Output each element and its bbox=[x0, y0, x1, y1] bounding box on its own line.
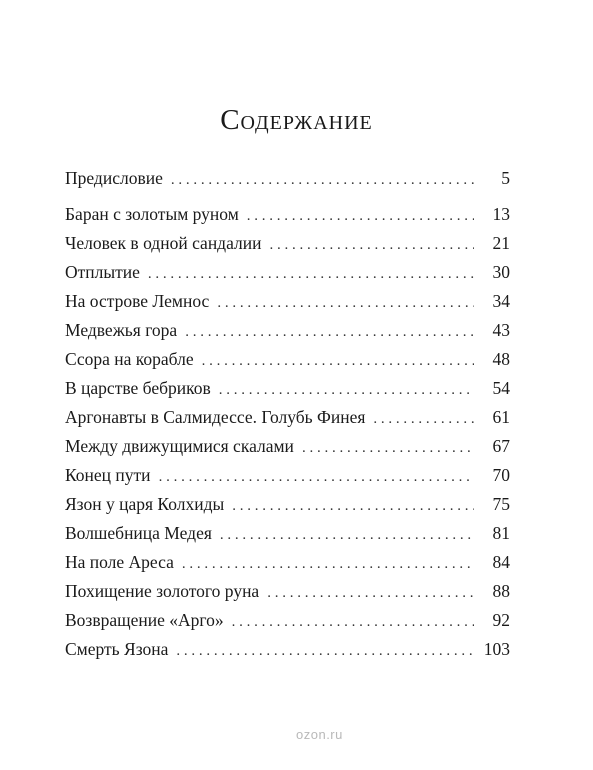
toc-entry-page: 75 bbox=[492, 494, 510, 514]
toc-entry bbox=[65, 288, 510, 314]
toc-entry bbox=[65, 491, 510, 517]
toc-entry-title: Волшебница Медея bbox=[65, 523, 212, 543]
toc-entry-page: 81 bbox=[492, 523, 510, 543]
toc-entry bbox=[65, 404, 510, 430]
toc-entry-page: 43 bbox=[492, 320, 510, 340]
toc-entry bbox=[65, 607, 510, 633]
toc-entry-title: Отплытие bbox=[65, 262, 140, 282]
page-title: Содержание bbox=[220, 104, 373, 136]
toc-entry-title: Смерть Язона bbox=[65, 639, 169, 659]
toc-entry bbox=[65, 346, 510, 372]
dot-leader bbox=[269, 232, 474, 258]
toc-entry-title: Ссора на корабле bbox=[65, 349, 194, 369]
dot-leader bbox=[217, 290, 474, 316]
toc-entry bbox=[65, 165, 510, 191]
toc-entry-page: 30 bbox=[492, 262, 510, 282]
dot-leader bbox=[247, 203, 474, 229]
toc-entry-page: 70 bbox=[492, 465, 510, 485]
dot-leader bbox=[220, 522, 474, 548]
toc-entry bbox=[65, 520, 510, 546]
toc-entry-page: 34 bbox=[492, 291, 510, 311]
dot-leader bbox=[219, 377, 474, 403]
toc-entry-title: Предисловие bbox=[65, 168, 163, 188]
toc-entry bbox=[65, 201, 510, 227]
toc-entry bbox=[65, 433, 510, 459]
dot-leader bbox=[232, 609, 474, 635]
toc-entry bbox=[65, 230, 510, 256]
toc-entry bbox=[65, 259, 510, 285]
dot-leader bbox=[373, 406, 474, 432]
toc-entry bbox=[65, 636, 510, 662]
toc-entry-title: В царстве бебриков bbox=[65, 378, 211, 398]
toc-entry-page: 92 bbox=[492, 610, 510, 630]
toc-entry-page: 21 bbox=[492, 233, 510, 253]
dot-leader bbox=[176, 638, 474, 664]
dot-leader bbox=[267, 580, 474, 606]
toc-entry-title: Аргонавты в Салмидессе. Голубь Финея bbox=[65, 407, 366, 427]
toc-entry-title: Между движущимися скалами bbox=[65, 436, 294, 456]
toc-entry-title: Язон у царя Колхиды bbox=[65, 494, 225, 514]
toc-entry-page: 88 bbox=[492, 581, 510, 601]
toc-entry-title: На острове Лемнос bbox=[65, 291, 210, 311]
toc-entry-title: Возвращение «Арго» bbox=[65, 610, 224, 630]
toc-entry-page: 103 bbox=[483, 639, 510, 659]
toc-entry-page: 67 bbox=[492, 436, 510, 456]
toc-entry bbox=[65, 549, 510, 575]
toc-entry-title: Баран с золотым руном bbox=[65, 204, 239, 224]
toc-entry-page: 13 bbox=[492, 204, 510, 224]
dot-leader bbox=[202, 348, 474, 374]
toc-entry bbox=[65, 462, 510, 488]
toc-entry-page: 54 bbox=[492, 378, 510, 398]
toc-entry-page: 84 bbox=[492, 552, 510, 572]
toc-entry bbox=[65, 317, 510, 343]
toc-entry bbox=[65, 375, 510, 401]
toc-entry bbox=[65, 578, 510, 604]
dot-leader bbox=[232, 493, 474, 519]
dot-leader bbox=[159, 464, 474, 490]
dot-leader bbox=[302, 435, 474, 461]
watermark: ozon.ru bbox=[296, 727, 343, 742]
toc-entry-title: Конец пути bbox=[65, 465, 151, 485]
toc-entry-page: 5 bbox=[501, 168, 510, 188]
toc-entry-title: На поле Ареса bbox=[65, 552, 174, 572]
toc-entry-title: Медвежья гора bbox=[65, 320, 178, 340]
toc-entry-page: 61 bbox=[492, 407, 510, 427]
dot-leader bbox=[182, 551, 474, 577]
toc-entry-title: Похищение золотого руна bbox=[65, 581, 260, 601]
dot-leader bbox=[148, 261, 474, 287]
dot-leader bbox=[171, 167, 474, 193]
dot-leader bbox=[185, 319, 474, 345]
toc-entry-title: Человек в одной сандалии bbox=[65, 233, 262, 253]
toc-entry-page: 48 bbox=[492, 349, 510, 369]
